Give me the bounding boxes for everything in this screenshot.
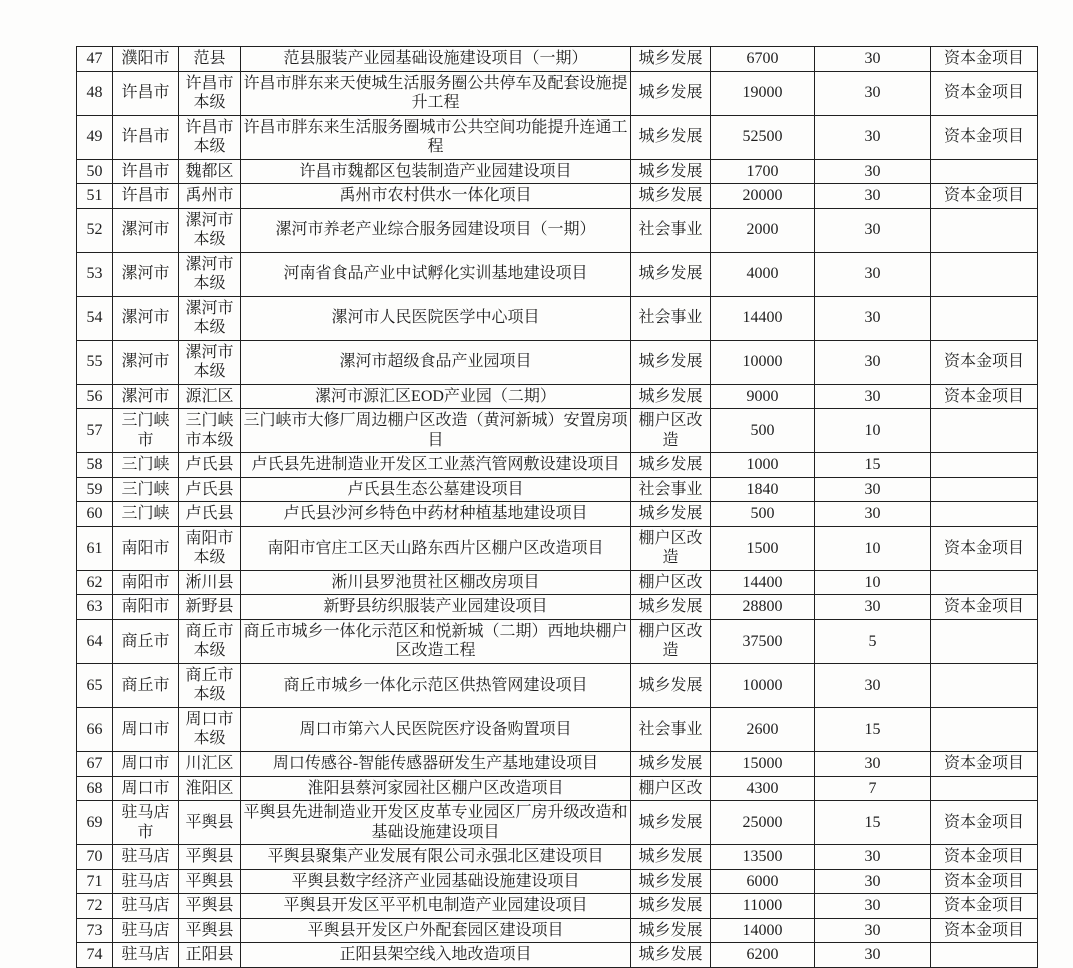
- project-name-cell: 许昌市魏都区包装制造产业园建设项目: [241, 159, 631, 184]
- district-cell: 新野县: [179, 595, 241, 620]
- district-cell: 源汇区: [179, 384, 241, 409]
- city-cell: 三门峡: [113, 477, 179, 502]
- amount-cell: 500: [711, 409, 815, 453]
- table-row: [77, 595, 1038, 620]
- note-cell: 资本金项目: [931, 595, 1038, 620]
- project-name-cell: 范县服装产业园基础设施建设项目（一期）: [241, 47, 631, 72]
- row-number-cell: 54: [77, 296, 113, 340]
- ratio-cell: 10: [815, 409, 931, 453]
- district-cell: 范县: [179, 47, 241, 72]
- table-row: [77, 115, 1038, 159]
- category-cell: 城乡发展: [631, 869, 711, 894]
- note-cell: [931, 252, 1038, 296]
- row-number-cell: 70: [77, 845, 113, 870]
- ratio-cell: 30: [815, 159, 931, 184]
- city-cell: 南阳市: [113, 570, 179, 595]
- project-name-cell: 漯河市源汇区EOD产业园（二期）: [241, 384, 631, 409]
- district-cell: 商丘市本级: [179, 619, 241, 663]
- category-cell: 城乡发展: [631, 751, 711, 776]
- district-cell: 卢氏县: [179, 477, 241, 502]
- city-cell: 驻马店市: [113, 801, 179, 845]
- note-cell: 资本金项目: [931, 869, 1038, 894]
- city-cell: 周口市: [113, 776, 179, 801]
- ratio-cell: 30: [815, 663, 931, 707]
- table-row: [77, 570, 1038, 595]
- city-cell: 驻马店: [113, 918, 179, 943]
- project-name-cell: 卢氏县先进制造业开发区工业蒸汽管网敷设建设项目: [241, 453, 631, 478]
- city-cell: 周口市: [113, 751, 179, 776]
- table-row: [77, 663, 1038, 707]
- note-cell: 资本金项目: [931, 801, 1038, 845]
- amount-cell: 1840: [711, 477, 815, 502]
- project-name-cell: 正阳县架空线入地改造项目: [241, 943, 631, 968]
- category-cell: 社会事业: [631, 477, 711, 502]
- ratio-cell: 30: [815, 296, 931, 340]
- row-number-cell: 51: [77, 184, 113, 209]
- category-cell: 城乡发展: [631, 918, 711, 943]
- category-cell: 城乡发展: [631, 845, 711, 870]
- ratio-cell: 30: [815, 943, 931, 968]
- district-cell: 南阳市本级: [179, 526, 241, 570]
- note-cell: 资本金项目: [931, 47, 1038, 72]
- category-cell: 城乡发展: [631, 663, 711, 707]
- amount-cell: 10000: [711, 663, 815, 707]
- district-cell: 卢氏县: [179, 453, 241, 478]
- city-cell: 商丘市: [113, 663, 179, 707]
- note-cell: 资本金项目: [931, 845, 1038, 870]
- table-row: [77, 502, 1038, 527]
- district-cell: 漯河市本级: [179, 252, 241, 296]
- project-name-cell: 卢氏县生态公墓建设项目: [241, 477, 631, 502]
- note-cell: 资本金项目: [931, 526, 1038, 570]
- district-cell: 魏都区: [179, 159, 241, 184]
- table-row: [77, 751, 1038, 776]
- project-funding-table: [76, 46, 1038, 968]
- amount-cell: 2600: [711, 707, 815, 751]
- note-cell: 资本金项目: [931, 894, 1038, 919]
- row-number-cell: 53: [77, 252, 113, 296]
- table-row: [77, 845, 1038, 870]
- row-number-cell: 67: [77, 751, 113, 776]
- row-number-cell: 61: [77, 526, 113, 570]
- category-cell: 棚户区改造: [631, 619, 711, 663]
- ratio-cell: 30: [815, 384, 931, 409]
- amount-cell: 1000: [711, 453, 815, 478]
- table-row: [77, 184, 1038, 209]
- table-row: [77, 619, 1038, 663]
- category-cell: 棚户区改造: [631, 409, 711, 453]
- project-name-cell: 淅川县罗池贯社区棚改房项目: [241, 570, 631, 595]
- city-cell: 漯河市: [113, 208, 179, 252]
- district-cell: 平舆县: [179, 894, 241, 919]
- project-name-cell: 平舆县聚集产业发展有限公司永强北区建设项目: [241, 845, 631, 870]
- project-name-cell: 商丘市城乡一体化示范区供热管网建设项目: [241, 663, 631, 707]
- ratio-cell: 30: [815, 595, 931, 620]
- project-name-cell: 平舆县开发区平平机电制造产业园建设项目: [241, 894, 631, 919]
- row-number-cell: 68: [77, 776, 113, 801]
- district-cell: 周口市本级: [179, 707, 241, 751]
- table-row: [77, 776, 1038, 801]
- project-name-cell: 新野县纺织服装产业园建设项目: [241, 595, 631, 620]
- project-name-cell: 卢氏县沙河乡特色中药材种植基地建设项目: [241, 502, 631, 527]
- category-cell: 城乡发展: [631, 502, 711, 527]
- district-cell: 卢氏县: [179, 502, 241, 527]
- district-cell: 平舆县: [179, 918, 241, 943]
- table-row: [77, 801, 1038, 845]
- ratio-cell: 15: [815, 453, 931, 478]
- row-number-cell: 59: [77, 477, 113, 502]
- category-cell: 城乡发展: [631, 71, 711, 115]
- city-cell: 驻马店: [113, 869, 179, 894]
- project-name-cell: 漯河市超级食品产业园项目: [241, 340, 631, 384]
- table-row: [77, 296, 1038, 340]
- note-cell: 资本金项目: [931, 384, 1038, 409]
- ratio-cell: 30: [815, 184, 931, 209]
- district-cell: 许昌市本级: [179, 71, 241, 115]
- ratio-cell: 5: [815, 619, 931, 663]
- city-cell: 三门峡: [113, 502, 179, 527]
- note-cell: [931, 453, 1038, 478]
- row-number-cell: 71: [77, 869, 113, 894]
- project-name-cell: 周口传感谷-智能传感器研发生产基地建设项目: [241, 751, 631, 776]
- ratio-cell: 30: [815, 47, 931, 72]
- ratio-cell: 15: [815, 801, 931, 845]
- table-row: [77, 707, 1038, 751]
- amount-cell: 6200: [711, 943, 815, 968]
- table-row: [77, 869, 1038, 894]
- table-row: [77, 384, 1038, 409]
- amount-cell: 37500: [711, 619, 815, 663]
- category-cell: 社会事业: [631, 707, 711, 751]
- district-cell: 平舆县: [179, 801, 241, 845]
- row-number-cell: 52: [77, 208, 113, 252]
- ratio-cell: 30: [815, 751, 931, 776]
- row-number-cell: 74: [77, 943, 113, 968]
- district-cell: 漯河市本级: [179, 296, 241, 340]
- city-cell: 漯河市: [113, 384, 179, 409]
- note-cell: [931, 477, 1038, 502]
- note-cell: 资本金项目: [931, 115, 1038, 159]
- district-cell: 平舆县: [179, 869, 241, 894]
- note-cell: 资本金项目: [931, 918, 1038, 943]
- ratio-cell: 30: [815, 252, 931, 296]
- amount-cell: 11000: [711, 894, 815, 919]
- table-row: [77, 71, 1038, 115]
- city-cell: 许昌市: [113, 159, 179, 184]
- project-name-cell: 淮阳县蔡河家园社区棚户区改造项目: [241, 776, 631, 801]
- ratio-cell: 30: [815, 869, 931, 894]
- category-cell: 棚户区改: [631, 570, 711, 595]
- amount-cell: 1500: [711, 526, 815, 570]
- note-cell: [931, 159, 1038, 184]
- amount-cell: 10000: [711, 340, 815, 384]
- city-cell: 漯河市: [113, 340, 179, 384]
- district-cell: 正阳县: [179, 943, 241, 968]
- district-cell: 许昌市本级: [179, 115, 241, 159]
- table-row: [77, 208, 1038, 252]
- district-cell: 平舆县: [179, 845, 241, 870]
- amount-cell: 14400: [711, 296, 815, 340]
- city-cell: 三门峡: [113, 453, 179, 478]
- row-number-cell: 64: [77, 619, 113, 663]
- table-row: [77, 252, 1038, 296]
- city-cell: 驻马店: [113, 943, 179, 968]
- district-cell: 三门峡市本级: [179, 409, 241, 453]
- amount-cell: 28800: [711, 595, 815, 620]
- project-name-cell: 周口市第六人民医院医疗设备购置项目: [241, 707, 631, 751]
- category-cell: 社会事业: [631, 208, 711, 252]
- note-cell: [931, 208, 1038, 252]
- table-row: [77, 894, 1038, 919]
- project-name-cell: 南阳市官庄工区天山路东西片区棚户区改造项目: [241, 526, 631, 570]
- category-cell: 棚户区改造: [631, 526, 711, 570]
- category-cell: 城乡发展: [631, 801, 711, 845]
- category-cell: 城乡发展: [631, 453, 711, 478]
- city-cell: 漯河市: [113, 252, 179, 296]
- row-number-cell: 65: [77, 663, 113, 707]
- amount-cell: 14000: [711, 918, 815, 943]
- city-cell: 南阳市: [113, 595, 179, 620]
- category-cell: 棚户区改: [631, 776, 711, 801]
- amount-cell: 500: [711, 502, 815, 527]
- project-name-cell: 许昌市胖东来天使城生活服务圈公共停车及配套设施提升工程: [241, 71, 631, 115]
- row-number-cell: 57: [77, 409, 113, 453]
- ratio-cell: 30: [815, 208, 931, 252]
- amount-cell: 19000: [711, 71, 815, 115]
- amount-cell: 15000: [711, 751, 815, 776]
- project-name-cell: 漯河市人民医院医学中心项目: [241, 296, 631, 340]
- note-cell: [931, 776, 1038, 801]
- category-cell: 城乡发展: [631, 47, 711, 72]
- amount-cell: 4300: [711, 776, 815, 801]
- ratio-cell: 30: [815, 845, 931, 870]
- city-cell: 漯河市: [113, 296, 179, 340]
- project-name-cell: 平舆县开发区户外配套园区建设项目: [241, 918, 631, 943]
- row-number-cell: 58: [77, 453, 113, 478]
- note-cell: [931, 502, 1038, 527]
- row-number-cell: 48: [77, 71, 113, 115]
- ratio-cell: 30: [815, 115, 931, 159]
- note-cell: [931, 943, 1038, 968]
- amount-cell: 9000: [711, 384, 815, 409]
- amount-cell: 20000: [711, 184, 815, 209]
- table-row: [77, 526, 1038, 570]
- table-row: [77, 340, 1038, 384]
- district-cell: 漯河市本级: [179, 340, 241, 384]
- ratio-cell: 10: [815, 570, 931, 595]
- amount-cell: 6000: [711, 869, 815, 894]
- row-number-cell: 47: [77, 47, 113, 72]
- category-cell: 城乡发展: [631, 340, 711, 384]
- row-number-cell: 63: [77, 595, 113, 620]
- ratio-cell: 30: [815, 340, 931, 384]
- district-cell: 商丘市本级: [179, 663, 241, 707]
- ratio-cell: 10: [815, 526, 931, 570]
- city-cell: 周口市: [113, 707, 179, 751]
- amount-cell: 4000: [711, 252, 815, 296]
- ratio-cell: 30: [815, 502, 931, 527]
- city-cell: 许昌市: [113, 184, 179, 209]
- district-cell: 淮阳区: [179, 776, 241, 801]
- table-row: [77, 477, 1038, 502]
- district-cell: 禹州市: [179, 184, 241, 209]
- ratio-cell: 30: [815, 918, 931, 943]
- row-number-cell: 50: [77, 159, 113, 184]
- city-cell: 许昌市: [113, 115, 179, 159]
- ratio-cell: 30: [815, 894, 931, 919]
- row-number-cell: 49: [77, 115, 113, 159]
- table-row: [77, 47, 1038, 72]
- row-number-cell: 66: [77, 707, 113, 751]
- project-name-cell: 平舆县数字经济产业园基础设施建设项目: [241, 869, 631, 894]
- district-cell: 川汇区: [179, 751, 241, 776]
- amount-cell: 1700: [711, 159, 815, 184]
- city-cell: 濮阳市: [113, 47, 179, 72]
- city-cell: 驻马店: [113, 894, 179, 919]
- note-cell: [931, 619, 1038, 663]
- project-name-cell: 商丘市城乡一体化示范区和悦新城（二期）西地块棚户区改造工程: [241, 619, 631, 663]
- ratio-cell: 30: [815, 71, 931, 115]
- row-number-cell: 56: [77, 384, 113, 409]
- row-number-cell: 73: [77, 918, 113, 943]
- project-name-cell: 河南省食品产业中试孵化实训基地建设项目: [241, 252, 631, 296]
- row-number-cell: 72: [77, 894, 113, 919]
- category-cell: 城乡发展: [631, 894, 711, 919]
- note-cell: 资本金项目: [931, 71, 1038, 115]
- city-cell: 南阳市: [113, 526, 179, 570]
- table-row: [77, 453, 1038, 478]
- category-cell: 城乡发展: [631, 384, 711, 409]
- note-cell: 资本金项目: [931, 184, 1038, 209]
- project-name-cell: 禹州市农村供水一体化项目: [241, 184, 631, 209]
- note-cell: [931, 570, 1038, 595]
- note-cell: [931, 707, 1038, 751]
- ratio-cell: 7: [815, 776, 931, 801]
- table-row: [77, 943, 1038, 968]
- row-number-cell: 60: [77, 502, 113, 527]
- category-cell: 城乡发展: [631, 595, 711, 620]
- city-cell: 商丘市: [113, 619, 179, 663]
- row-number-cell: 69: [77, 801, 113, 845]
- amount-cell: 6700: [711, 47, 815, 72]
- table-row: [77, 409, 1038, 453]
- project-name-cell: 许昌市胖东来生活服务圈城市公共空间功能提升连通工程: [241, 115, 631, 159]
- amount-cell: 2000: [711, 208, 815, 252]
- city-cell: 驻马店: [113, 845, 179, 870]
- category-cell: 社会事业: [631, 296, 711, 340]
- ratio-cell: 15: [815, 707, 931, 751]
- category-cell: 城乡发展: [631, 252, 711, 296]
- city-cell: 许昌市: [113, 71, 179, 115]
- amount-cell: 13500: [711, 845, 815, 870]
- project-table-body: [77, 47, 1038, 968]
- project-name-cell: 漯河市养老产业综合服务园建设项目（一期）: [241, 208, 631, 252]
- note-cell: 资本金项目: [931, 340, 1038, 384]
- note-cell: [931, 409, 1038, 453]
- category-cell: 城乡发展: [631, 943, 711, 968]
- row-number-cell: 62: [77, 570, 113, 595]
- amount-cell: 52500: [711, 115, 815, 159]
- table-row: [77, 159, 1038, 184]
- note-cell: 资本金项目: [931, 751, 1038, 776]
- table-row: [77, 918, 1038, 943]
- category-cell: 城乡发展: [631, 184, 711, 209]
- row-number-cell: 55: [77, 340, 113, 384]
- category-cell: 城乡发展: [631, 159, 711, 184]
- district-cell: 淅川县: [179, 570, 241, 595]
- city-cell: 三门峡市: [113, 409, 179, 453]
- category-cell: 城乡发展: [631, 115, 711, 159]
- note-cell: [931, 663, 1038, 707]
- amount-cell: 25000: [711, 801, 815, 845]
- ratio-cell: 30: [815, 477, 931, 502]
- note-cell: [931, 296, 1038, 340]
- amount-cell: 14400: [711, 570, 815, 595]
- project-name-cell: 平舆县先进制造业开发区皮革专业园区厂房升级改造和基础设施建设项目: [241, 801, 631, 845]
- project-name-cell: 三门峡市大修厂周边棚户区改造（黄河新城）安置房项目: [241, 409, 631, 453]
- district-cell: 漯河市本级: [179, 208, 241, 252]
